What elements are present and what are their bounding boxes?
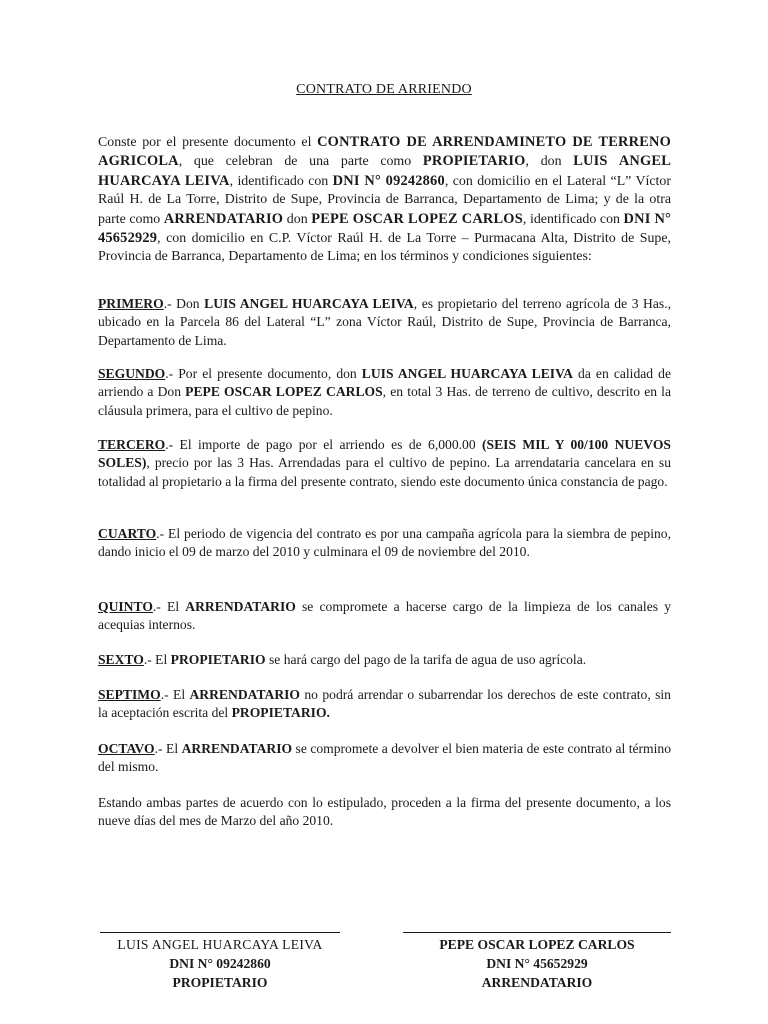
signer-dni: DNI N° 09242860 [169,956,271,971]
clause-quinto: QUINTO.- El ARRENDATARIO se compromete a hacerse cargo de la limpieza de los canales y acequias internos. [98,599,671,633]
clause-heading: SEXTO [98,652,144,667]
document-title: CONTRATO DE ARRIENDO [296,82,472,97]
clause-octavo: OCTAVO.- El ARRENDATARIO se compromete a devolver el bien materia de este contrato al término del mismo. [98,741,671,775]
clause-heading: PRIMERO [98,296,164,311]
clause-heading: TERCERO [98,437,166,452]
clause-sexto: SEXTO.- El PROPIETARIO se hará cargo del pago de la tarifa de agua de uso agrícola. [98,652,587,667]
signer-role: PROPIETARIO [172,975,268,990]
clause-septimo: SEPTIMO.- El ARRENDATARIO no podrá arrendar o subarrendar los derechos de este contrato, sin la aceptación escrita del PROPIETARIO. [98,687,671,721]
intro-paragraph: Conste por el presente documento el CONTRATO DE ARRENDAMINETO DE TERRENO AGRICOLA, que celebran de una parte como PROPIETARIO, don LUIS ANGEL HUARCAYA LEIVA, identificado con DNI N° 09242860, con domicilio en el Lateral “L” Víctor Raúl H. de La Torre, Distrito de Supe, Provincia de Barranca, Departamento de Lima; y de la otra parte como ARRENDATARIO don PEPE OSCAR LOPEZ CARLOS, identificado con DNI N° 45652929, con domicilio en C.P. Víctor Raúl H. de La Torre – Purmacana Alta, Distrito de Supe, Provincia de Barranca, Departamento de Lima; en los términos y condiciones siguientes: [98,134,671,265]
clause-segundo: SEGUNDO.- Por el presente documento, don LUIS ANGEL HUARCAYA LEIVA da en calidad de arriendo a Don PEPE OSCAR LOPEZ CARLOS, en total 3 Has. de terreno de cultivo, descrito en la cláusula primera, para el cultivo de pepino. [98,366,671,418]
signature-block-propietario [87,932,353,992]
signer-name: PEPE OSCAR LOPEZ CARLOS [439,937,635,952]
signature-block-arrendatario [403,932,671,992]
clause-heading: SEGUNDO [98,366,166,381]
clause-heading: SEPTIMO [98,687,161,702]
closing-paragraph: Estando ambas partes de acuerdo con lo estipulado, proceden a la firma del presente documento, a los nueve días del mes de Marzo del año 2010. [98,795,671,829]
signer-dni: DNI N° 45652929 [486,956,588,971]
signer-role: ARRENDATARIO [481,975,593,990]
signer-name: LUIS ANGEL HUARCAYA LEIVA [117,937,323,952]
clause-heading: CUARTO [98,526,157,541]
signature-line [403,932,671,933]
clause-heading: QUINTO [98,599,153,614]
clause-primero: PRIMERO.- Don LUIS ANGEL HUARCAYA LEIVA, es propietario del terreno agrícola de 3 Has., ubicado en la Parcela 86 del Lateral “L” zona Víctor Raúl, Distrito de Supe, Provincia de Barranca, Departamento de Lima. [98,296,671,348]
clause-heading: OCTAVO [98,741,155,756]
clause-cuarto: CUARTO.- El periodo de vigencia del contrato es por una campaña agrícola para la siembra de pepino, dando inicio el 09 de marzo del 2010 y culminara el 09 de noviembre del 2010. [98,526,671,560]
clause-tercero: TERCERO.- El importe de pago por el arriendo es de 6,000.00 (SEIS MIL Y 00/100 NUEVOS SOLES), precio por las 3 Has. Arrendadas para el cultivo de pepino. La arrendataria cancelara en su totalidad al propietario a la firma del presente contrato, siendo este documento única constancia de pago. [98,437,671,489]
signature-line [100,932,340,933]
